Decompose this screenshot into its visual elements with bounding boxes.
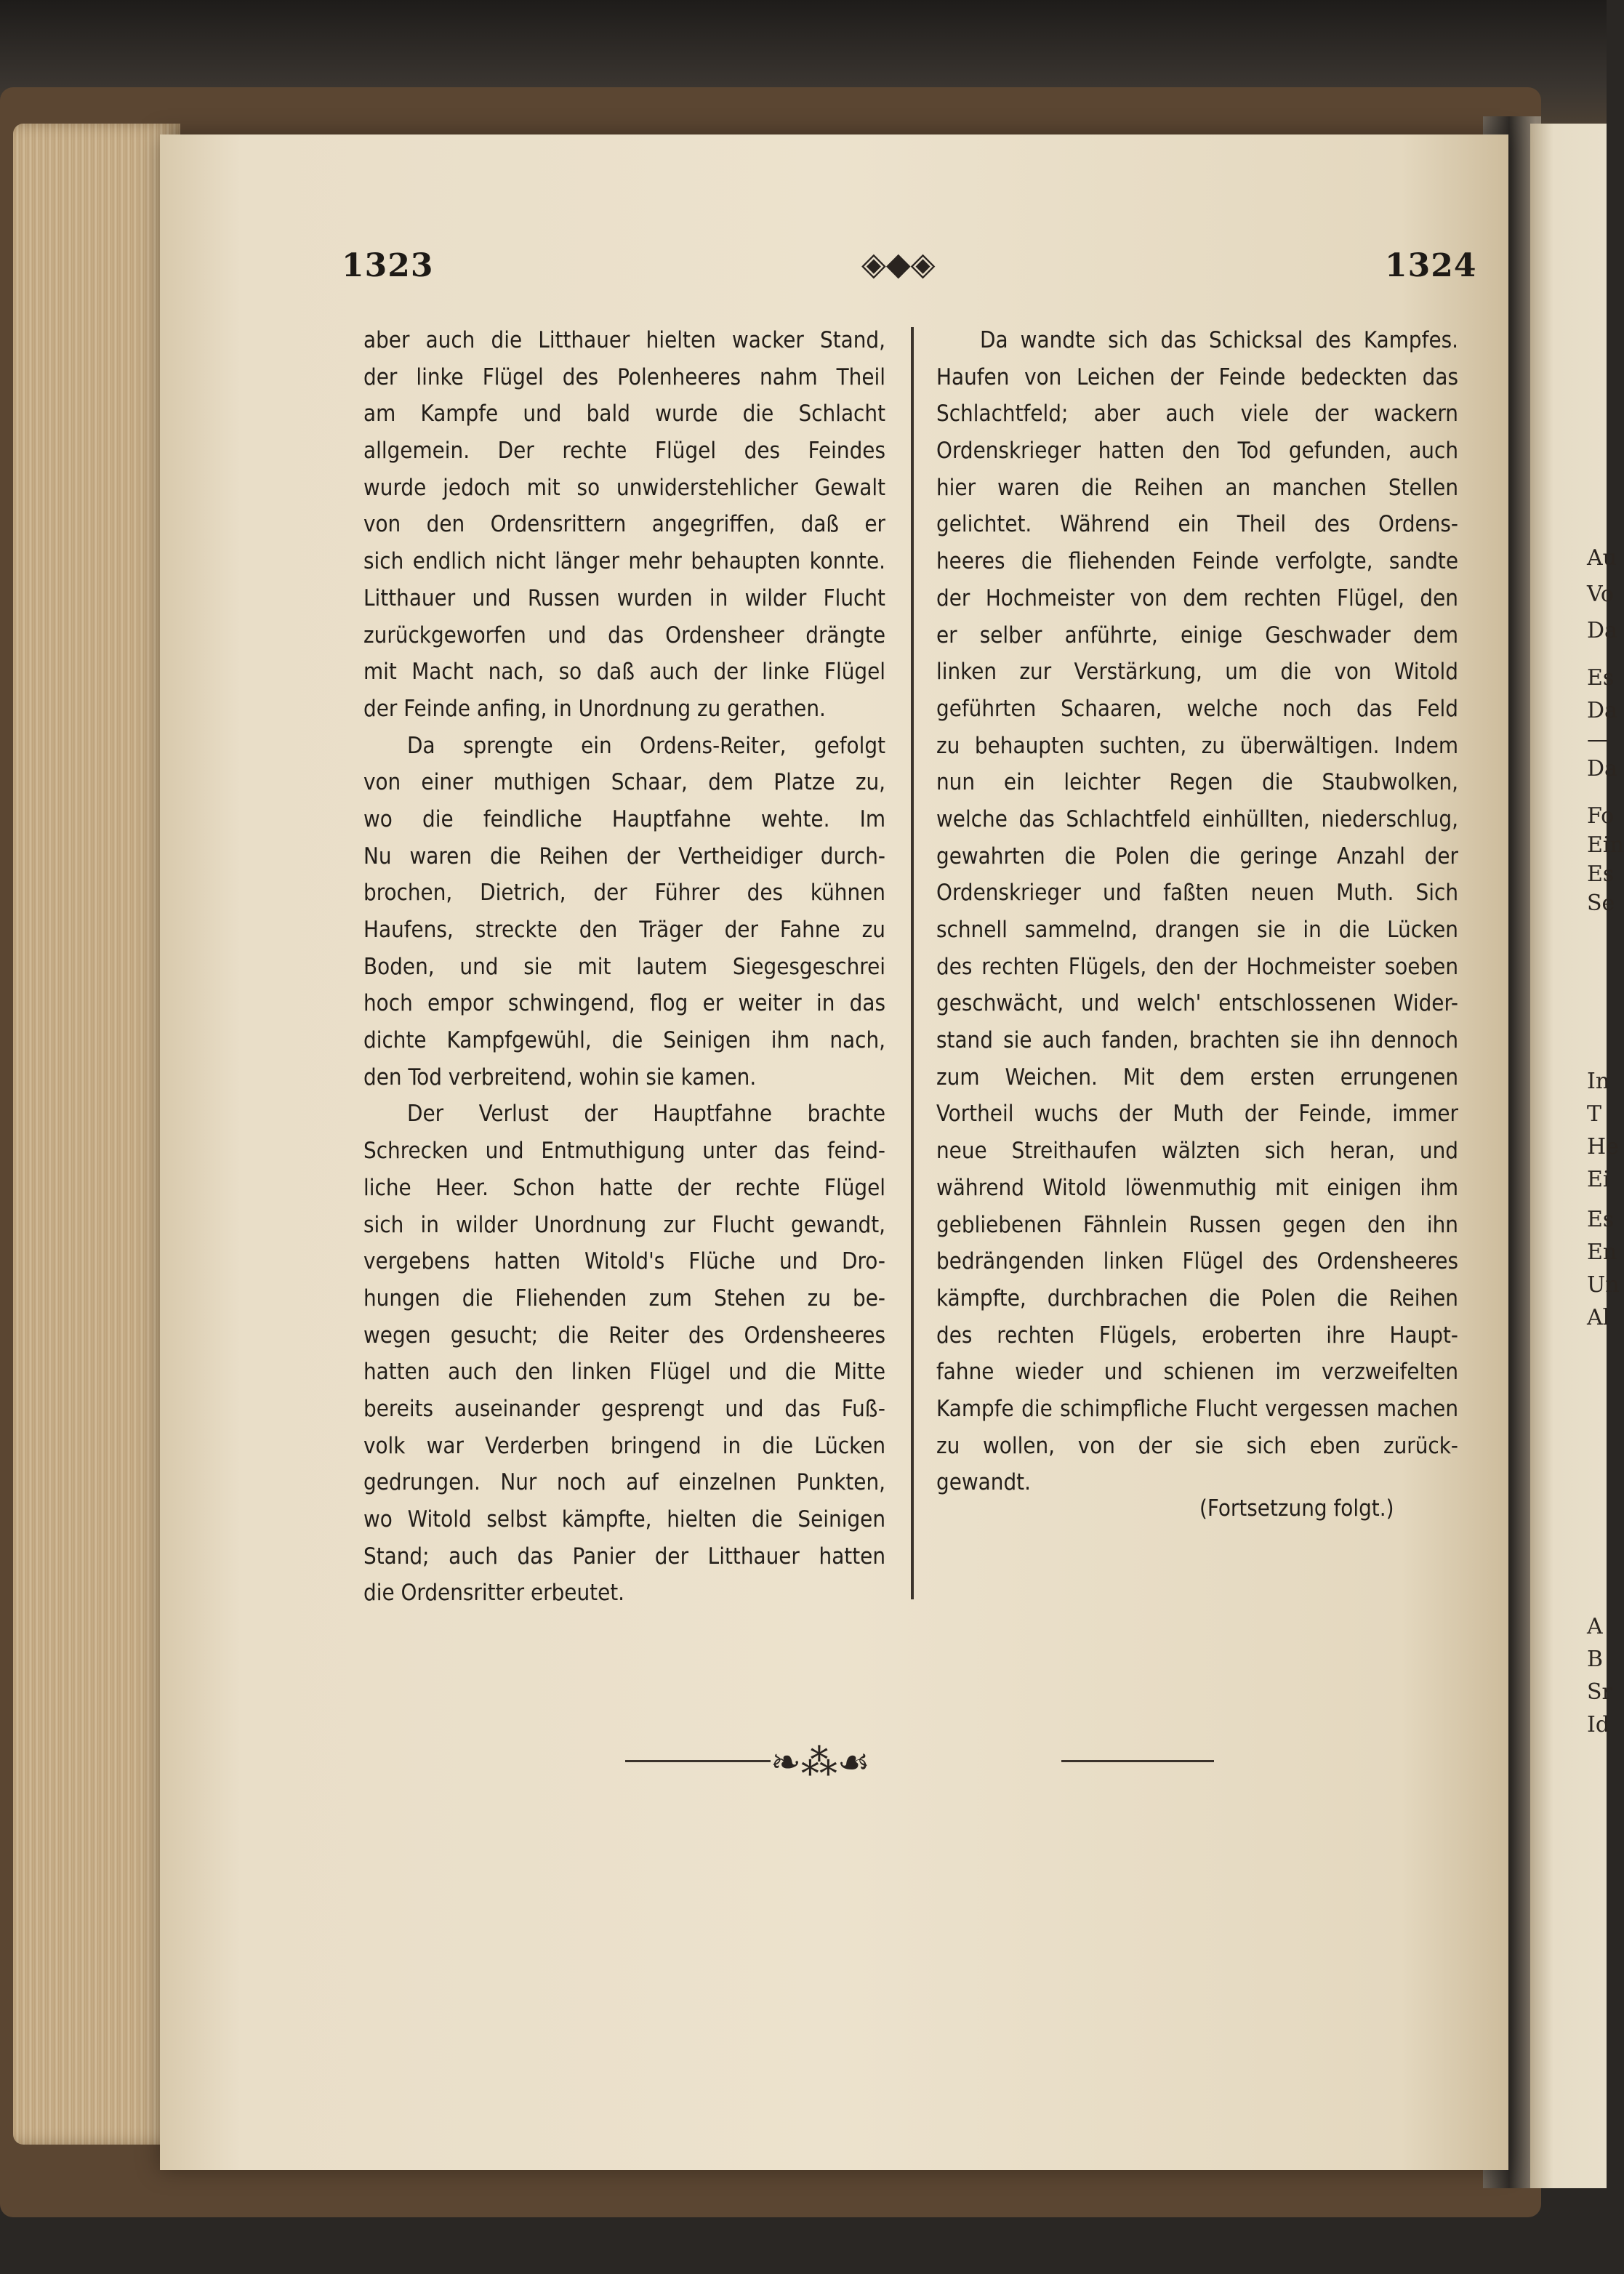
text-line: brochen, Dietrich, der Führer des kühnen	[363, 880, 885, 907]
text-line: kämpfte, durchbrachen die Polen die Reihen	[936, 1285, 1458, 1311]
text-line: Nu waren die Reihen der Vertheidiger durch-	[363, 843, 885, 869]
text-line: des rechten Flügels, den der Hochmeister soeben	[936, 953, 1458, 980]
text-line: linken zur Verstärkung, um die von Witold	[936, 659, 1458, 686]
text-line: sich in wilder Unordnung zur Flucht gewandt,	[363, 1211, 885, 1238]
text-column-left	[363, 322, 885, 1612]
text-line: am Kampfe und bald wurde die Schlacht	[363, 401, 885, 427]
text-line: die Ordensritter erbeutet.	[363, 1580, 625, 1607]
facing-fragment: B	[1587, 1647, 1604, 1672]
text-line: Stand; auch das Panier der Litthauer hatten	[363, 1543, 885, 1570]
page-number-right: 1324	[1385, 247, 1477, 284]
text-line: zurückgeworfen und das Ordensheer drängte	[363, 622, 885, 648]
text-line: Schlachtfeld; aber auch viele der wackern	[936, 401, 1458, 427]
text-line: Da wandte sich das Schicksal des Kampfes.	[980, 327, 1458, 353]
facing-fragment: Es	[1587, 1207, 1615, 1232]
text-line: Da sprengte ein Ordens-Reiter, gefolgt	[407, 732, 885, 759]
facing-fragment: —	[1587, 727, 1609, 752]
text-line: neue Streithaufen wälzten sich heran, und	[936, 1138, 1458, 1165]
text-line: Ordenskrieger hatten den Tod gefunden, auch	[936, 438, 1458, 465]
text-line: wurde jedoch mit so unwiderstehlicher Gewalt	[363, 474, 885, 501]
text-line: zu wollen, von der sie sich eben zurück-	[936, 1432, 1458, 1459]
text-line: hier waren die Reihen an manchen Stellen	[936, 474, 1458, 501]
text-line: von den Ordensrittern angegriffen, daß er	[363, 511, 885, 538]
text-line: gewandt.	[936, 1469, 1031, 1496]
text-line: volk war Verderben bringend in die Lücken	[363, 1432, 885, 1459]
column-divider	[911, 327, 914, 1599]
text-line: zu behaupten suchten, zu überwältigen. Indem	[936, 732, 1458, 759]
text-line: hoch empor schwingend, flog er weiter in das	[363, 990, 885, 1017]
facing-fragment: Da	[1587, 698, 1617, 723]
text-line: er selber anführte, einige Geschwader dem	[936, 622, 1458, 648]
text-line: wo die feindliche Hauptfahne wehte. Im	[363, 805, 885, 832]
text-line: gewahrten die Polen die geringe Anzahl der	[936, 843, 1458, 869]
facing-fragment: Vo	[1587, 582, 1614, 607]
text-line: zum Weichen. Mit dem ersten errungenen	[936, 1064, 1458, 1090]
footer-rule-left	[625, 1760, 771, 1762]
text-line: Vortheil wuchs der Muth der Feinde, immer	[936, 1101, 1458, 1128]
facing-fragment: A	[1587, 1614, 1603, 1639]
facing-fragment: Se	[1587, 891, 1615, 916]
facing-fragment: En	[1587, 1240, 1617, 1265]
text-column-right	[936, 322, 1458, 1501]
text-line: bedrängenden linken Flügel des Ordensheeres	[936, 1248, 1458, 1275]
facing-fragment: In	[1587, 1069, 1610, 1094]
text-line: geführten Schaaren, welche noch das Feld	[936, 695, 1458, 722]
text-line: den Tod verbreitend, wohin sie kamen.	[363, 1064, 757, 1090]
header-ornament: ◈◆◈	[861, 246, 936, 283]
text-line: des rechten Flügels, eroberten ihre Haupt-	[936, 1322, 1458, 1349]
text-line: hungen die Fliehenden zum Stehen zu be-	[363, 1285, 885, 1311]
text-line: liche Heer. Schon hatte der rechte Flügel	[363, 1174, 885, 1201]
facing-fragment: Sr	[1587, 1679, 1612, 1705]
page-edges	[13, 124, 180, 2145]
text-line: Litthauer und Russen wurden in wilder Flucht	[363, 584, 885, 611]
text-line: vergebens hatten Witold's Flüche und Dro-	[363, 1248, 885, 1275]
facing-fragment: Al	[1587, 1305, 1610, 1330]
text-line: gedrungen. Nur noch auf einzelnen Punkten,	[363, 1469, 885, 1496]
text-line: von einer muthigen Schaar, dem Platze zu,	[363, 769, 885, 796]
text-line: der Feinde anfing, in Unordnung zu gerathen.	[363, 695, 826, 722]
text-line: schnell sammelnd, drangen sie in die Lücken	[936, 917, 1458, 943]
facing-fragment: Da	[1587, 756, 1617, 782]
text-line: allgemein. Der rechte Flügel des Feindes	[363, 438, 885, 465]
facing-fragment: T	[1587, 1101, 1602, 1127]
text-line: hatten auch den linken Flügel und die Mitte	[363, 1359, 885, 1386]
text-line: nun ein leichter Regen die Staubwolken,	[936, 769, 1458, 796]
text-line: Ordenskrieger und faßten neuen Muth. Sich	[936, 880, 1458, 907]
text-line: sich endlich nicht länger mehr behaupten konnte.	[363, 548, 885, 575]
facing-fragment: Id	[1587, 1712, 1610, 1737]
text-line: stand sie auch fanden, brachten sie ihn dennoch	[936, 1027, 1458, 1054]
text-line: der linke Flügel des Polenheeres nahm Theil	[363, 363, 885, 390]
facing-fragment: Un	[1587, 1272, 1620, 1298]
text-line: Boden, und sie mit lautem Siegesgeschrei	[363, 953, 885, 980]
text-line: gelichtet. Während ein Theil des Ordens-	[936, 511, 1458, 538]
continuation-note: (Fortsetzung folgt.)	[1199, 1495, 1394, 1522]
text-line: der Hochmeister von dem rechten Flügel, den	[936, 584, 1458, 611]
text-line: fahne wieder und schienen im verzweifelten	[936, 1359, 1458, 1386]
facing-fragment: Au	[1587, 545, 1617, 571]
text-line: Kampfe die schimpfliche Flucht vergessen machen	[936, 1395, 1458, 1422]
text-line: Haufens, streckte den Träger der Fahne zu	[363, 917, 885, 943]
text-line: mit Macht nach, so daß auch der linke Flügel	[363, 659, 885, 686]
facing-fragment: Da	[1587, 618, 1617, 643]
page-number-left: 1323	[342, 247, 434, 284]
footer-ornament: ❧⁂☙	[771, 1741, 870, 1783]
text-line: wegen gesucht; die Reiter des Ordensheeres	[363, 1322, 885, 1349]
text-line: Haufen von Leichen der Feinde bedeckten das	[936, 363, 1458, 390]
text-line: Schrecken und Entmuthigung unter das feind-	[363, 1138, 885, 1165]
facing-fragment: He	[1587, 1134, 1619, 1160]
facing-fragment: Es	[1587, 861, 1615, 887]
facing-fragment: Es	[1587, 665, 1615, 691]
text-line: dichte Kampfgewühl, die Seinigen ihm nach,	[363, 1027, 885, 1054]
text-line: heeres die fliehenden Feinde verfolgte, sandte	[936, 548, 1458, 575]
text-line: aber auch die Litthauer hielten wacker Stand,	[363, 327, 885, 353]
text-line: während Witold löwenmuthig mit einigen ihm	[936, 1174, 1458, 1201]
text-line: wo Witold selbst kämpfte, hielten die Seinigen	[363, 1506, 885, 1532]
text-line: bereits auseinander gesprengt und das Fuß-	[363, 1395, 885, 1422]
facing-page	[1530, 124, 1624, 2188]
text-line: gebliebenen Fähnlein Russen gegen den ihn	[936, 1211, 1458, 1238]
facing-fragment: Ein	[1587, 832, 1624, 858]
footer-rule-right	[1061, 1760, 1214, 1762]
facing-fragment: Ei	[1587, 1167, 1610, 1192]
text-line: geschwächt, und welch' entschlossenen Wider-	[936, 990, 1458, 1017]
text-line: Der Verlust der Hauptfahne brachte	[407, 1101, 885, 1128]
text-line: welche das Schlachtfeld einhüllten, niederschlug,	[936, 805, 1458, 832]
facing-fragment: Fo	[1587, 803, 1615, 829]
